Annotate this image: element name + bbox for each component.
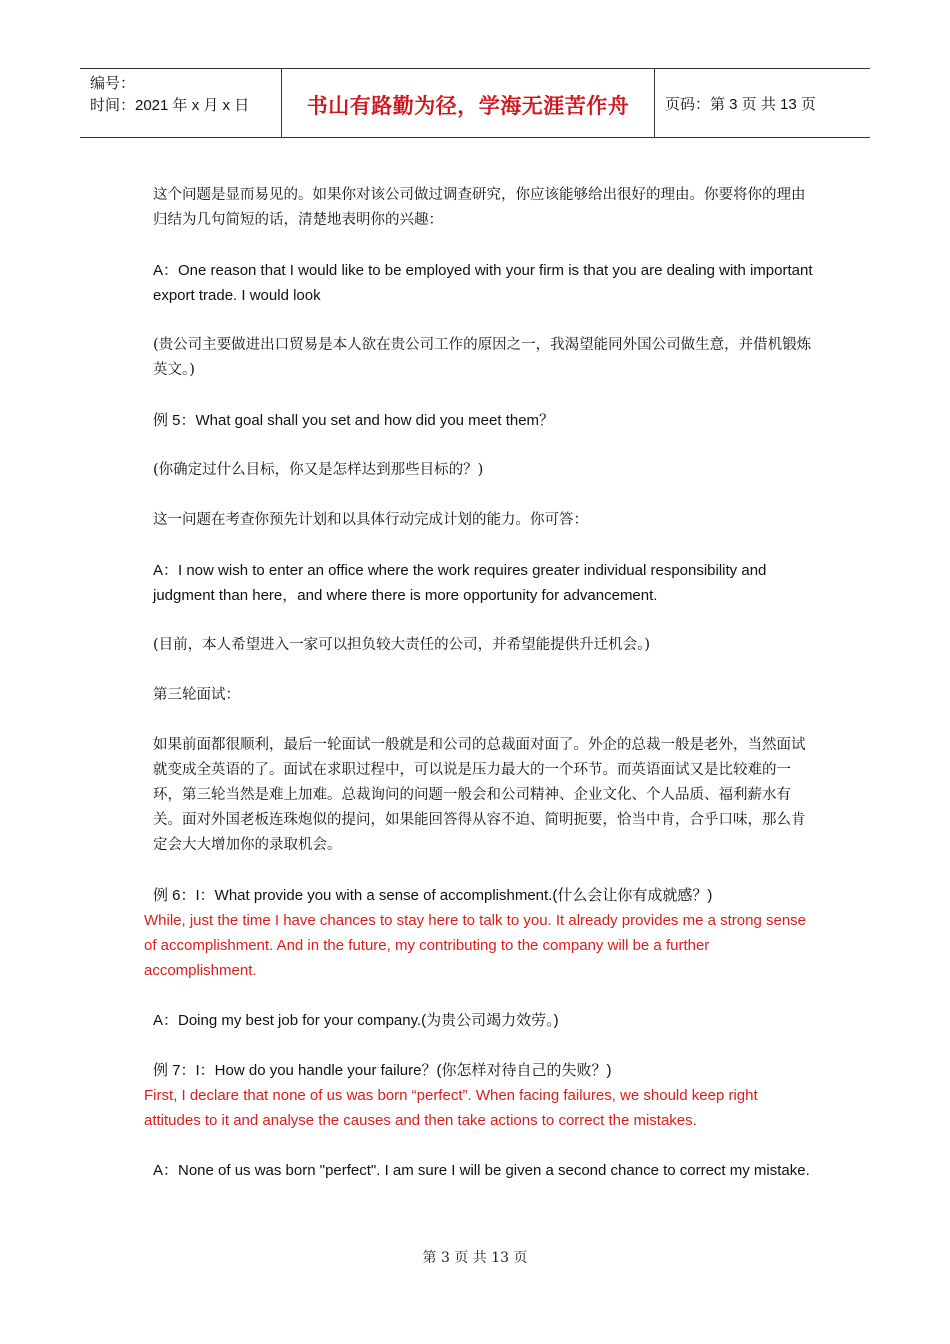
- translation-export-trade: (贵公司主要做进出口贸易是本人欲在贵公司工作的原因之一，我渴望能同外国公司做生意，并借机锻炼英文。): [153, 337, 812, 378]
- answer-export-trade: A：One reason that I would like to be employed with your firm is that you are dealing with important export trade. I would look: [153, 262, 813, 304]
- example-6-red-answer: While, just the time I have chances to stay here to talk to you. It already provides me a strong sense of accomplishment. And in the future, my contributing to the company will be a further accomplishment.: [144, 912, 806, 979]
- example-7-answer: A：None of us was born "perfect". I am sure I will be given a second chance to correct my mistake.: [153, 1162, 810, 1179]
- example-5-explanation: 这一问题在考查你预先计划和以具体行动完成计划的能力。你可答：: [153, 512, 588, 528]
- paragraph-third-round: 如果前面都很顺利，最后一轮面试一般就是和公司的总裁面对面了。外企的总裁一般是老外，当然面试就变成全英语的了。面试在求职过程中，可以说是压力最大的一个环节。而英语面试又是比较难的一环，第三轮当然是难上加难。总裁询问的问题一般会和公司精神、企业文化、个人品质、福利薪水有关。面对外国老板连珠炮似的提问，如果能回答得从容不迫、简明扼要，恰当中肯，合乎口味，那么肯定会大大增加你的录取机会。: [153, 737, 806, 853]
- document-body: [144, 183, 816, 1183]
- header-right-cell: [655, 69, 870, 137]
- page-info: 页码：第 3 页 共 13 页: [665, 96, 816, 113]
- example-5-translation: (你确定过什么目标，你又是怎样达到那些目标的？): [153, 462, 484, 478]
- number-label: 编号：: [90, 75, 136, 92]
- paragraph-intro: 这个问题是显而易见的。如果你对该公司做过调查研究，你应该能够给出很好的理由。你要将你的理由归结为几句简短的话，清楚地表明你的兴趣：: [153, 187, 806, 228]
- example-7-question: 例 7：I：How do you handle your failure？(你怎样对待自己的失败？): [153, 1062, 612, 1079]
- example-7-red-answer: First, I declare that none of us was born “perfect”. When facing failures, we should keep right attitudes to it and analyse the causes and then take actions to correct the mistakes.: [144, 1087, 758, 1129]
- example-6-answer: A：Doing my best job for your company.(为贵公司竭力效劳。): [153, 1012, 559, 1029]
- date-line: 时间：2021 年 x 月 x 日: [90, 97, 250, 114]
- translation-responsibility: (目前，本人希望进入一家可以担负较大责任的公司，并希望能提供升迁机会。): [153, 637, 651, 653]
- page-header: [80, 68, 870, 138]
- section-heading-third-round: 第三轮面试：: [153, 687, 240, 703]
- page-footer: 第 3 页 共 13 页: [422, 1250, 528, 1266]
- example-6-question: 例 6：I：What provide you with a sense of accomplishment.(什么会让你有成就感？): [153, 887, 713, 904]
- header-left-cell: [80, 69, 282, 137]
- example-5-question: 例 5：What goal shall you set and how did you meet them？: [153, 412, 555, 429]
- answer-responsibility: A：I now wish to enter an office where the work requires greater individual responsibility and judgment than here，and where there is more opportunity for advancement.: [153, 562, 767, 604]
- motto: 书山有路勤为径，学海无涯苦作舟: [306, 94, 630, 118]
- header-middle-cell: [282, 69, 655, 137]
